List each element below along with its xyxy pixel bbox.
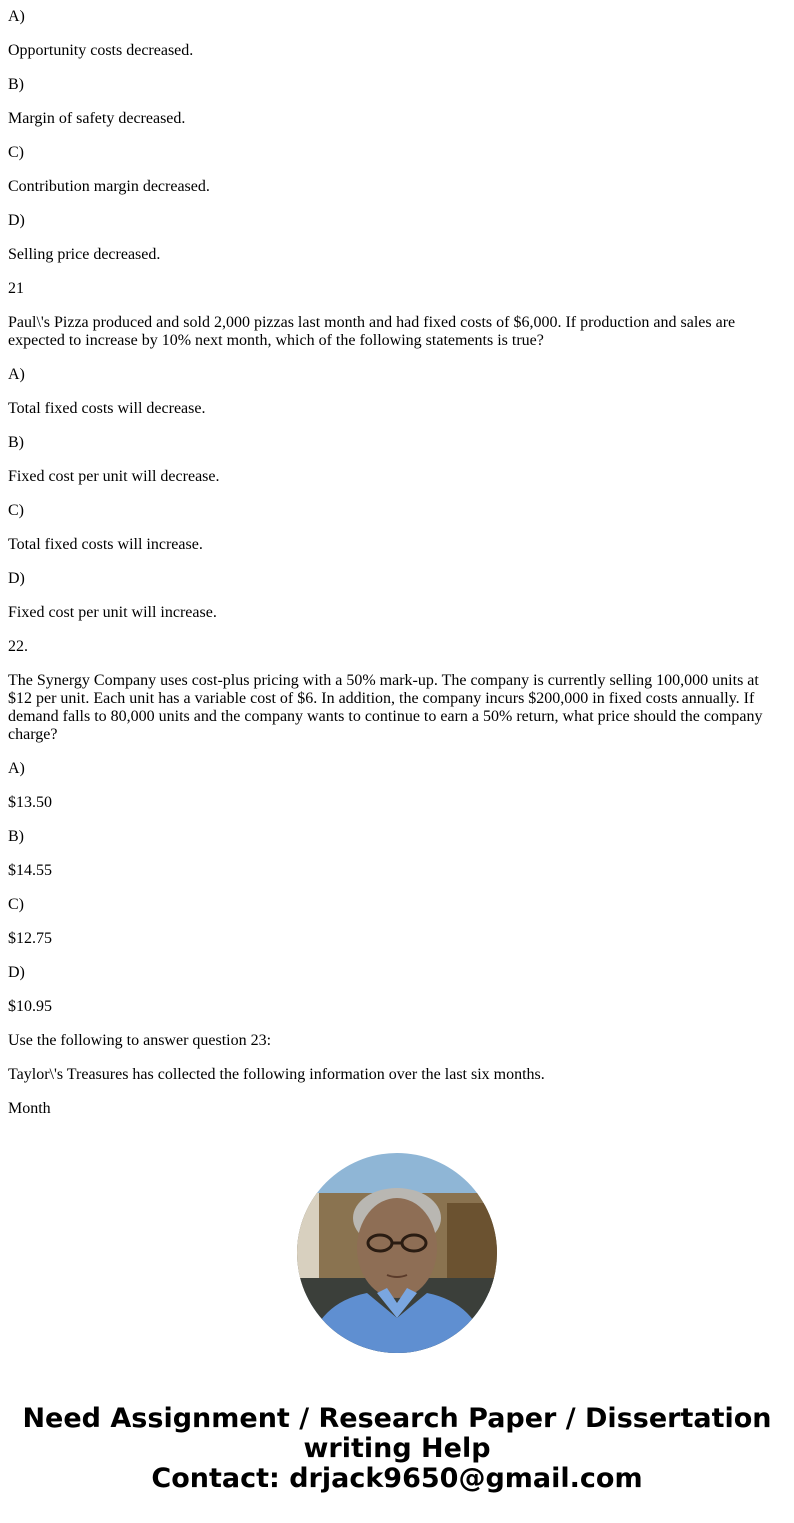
contact-banner xyxy=(0,1404,794,1494)
option-label: D) xyxy=(8,212,25,229)
option-text: Contribution margin decreased. xyxy=(8,178,210,195)
instruction-text: Use the following to answer question 23: xyxy=(8,1032,272,1049)
option-text: $13.50 xyxy=(8,794,52,811)
table-header-month: Month xyxy=(8,1100,51,1117)
option-label: A) xyxy=(8,366,25,383)
banner-line-2: writing Help xyxy=(303,1433,491,1464)
banner-contact-line: Contact: drjack9650@gmail.com xyxy=(151,1463,643,1494)
context-text: Taylor\'s Treasures has collected the following information over the last six months. xyxy=(8,1066,545,1083)
question-number: 21 xyxy=(8,280,24,297)
question-number: 22. xyxy=(8,638,28,655)
document-body xyxy=(8,8,786,1134)
option-text: Total fixed costs will decrease. xyxy=(8,400,206,417)
option-text: $10.95 xyxy=(8,998,52,1015)
question-text: Paul\'s Pizza produced and sold 2,000 pizzas last month and had fixed costs of $6,000. If production and sales are expected to increase by 10% next month, which of the following statements is true? xyxy=(8,314,736,349)
option-label: A) xyxy=(8,760,25,777)
option-text: $12.75 xyxy=(8,930,52,947)
author-avatar xyxy=(297,1153,497,1353)
option-text: Fixed cost per unit will increase. xyxy=(8,604,217,621)
option-label: D) xyxy=(8,964,25,981)
option-text: Opportunity costs decreased. xyxy=(8,42,194,59)
banner-line-1: Need Assignment / Research Paper / Dissertation xyxy=(22,1403,772,1434)
option-text: Selling price decreased. xyxy=(8,246,161,263)
option-label: B) xyxy=(8,76,24,93)
option-text: Margin of safety decreased. xyxy=(8,110,186,127)
option-label: D) xyxy=(8,570,25,587)
option-text: Fixed cost per unit will decrease. xyxy=(8,468,220,485)
option-label: B) xyxy=(8,828,24,845)
option-text: $14.55 xyxy=(8,862,52,879)
option-label: C) xyxy=(8,144,24,161)
option-label: C) xyxy=(8,502,24,519)
question-text: The Synergy Company uses cost-plus pricing with a 50% mark-up. The company is currently selling 100,000 units at $12 per unit. Each unit has a variable cost of $6. In addition, the company incurs $200,000 in fixed costs annually. If demand falls to 80,000 units and the company wants to continue to earn a 50% return, what price should the company charge? xyxy=(8,672,763,743)
option-label: A) xyxy=(8,8,25,25)
option-text: Total fixed costs will increase. xyxy=(8,536,203,553)
option-label: C) xyxy=(8,896,24,913)
option-label: B) xyxy=(8,434,24,451)
